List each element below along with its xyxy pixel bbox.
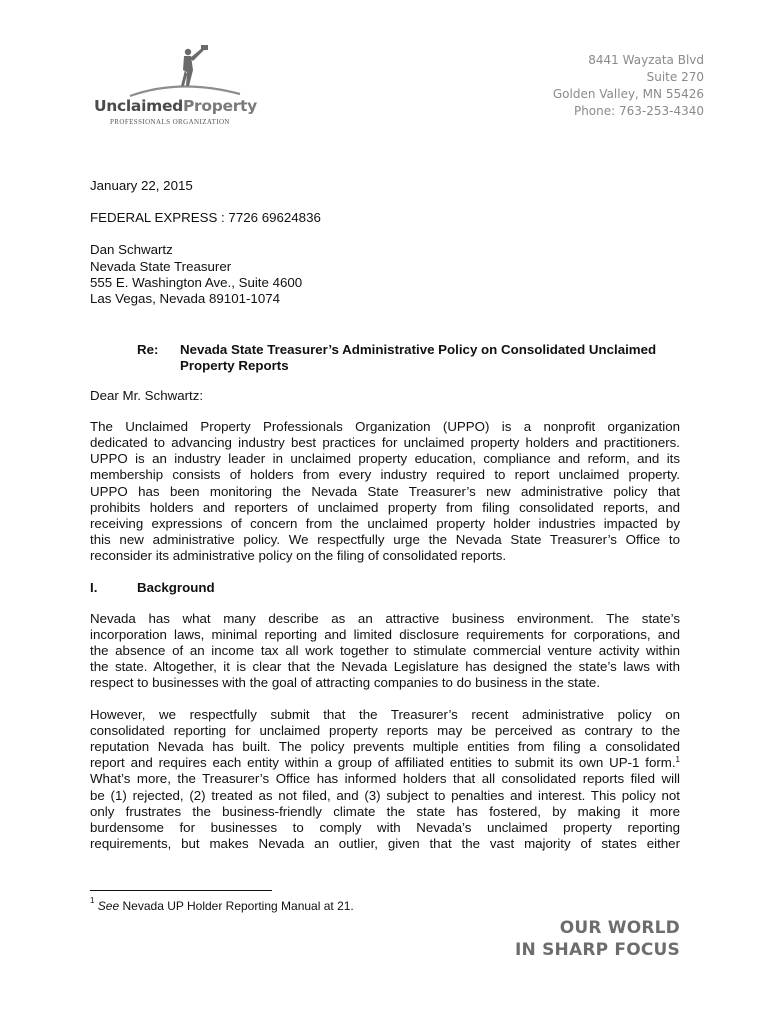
subject-label: Re: — [137, 342, 159, 358]
letter-body — [90, 178, 680, 852]
paragraph-line: prohibits holders and reporters of unclaimed property from filing consolidated reports, and — [90, 499, 680, 515]
section-heading — [90, 580, 680, 596]
paragraph-line: membership consists of holders from every industry required to report unclaimed property. — [90, 467, 680, 483]
recipient-street: 555 E. Washington Ave., Suite 4600 — [90, 274, 303, 290]
letter-date: January 22, 2015 — [90, 178, 193, 193]
subject-text-2: Property Reports — [180, 358, 289, 374]
paragraph-line: incorporation laws, minimal reporting and limited disclosure requirements for corporations, and — [90, 626, 680, 642]
paragraph-line: reputation Nevada has built. The policy prevents multiple entities from filing a consolidated — [90, 739, 680, 755]
tagline-line-1: OUR WORLD — [559, 918, 680, 938]
footnote-see: See — [97, 899, 120, 913]
letterhead-address — [553, 52, 704, 120]
recipient-title: Nevada State Treasurer — [90, 258, 232, 274]
recipient-name: Dan Schwartz — [90, 242, 173, 258]
logo-word-unclaimed: Unclaimed — [94, 97, 183, 115]
paragraph-line: respect to businesses with the goal of attracting companies to do business in the state. — [90, 675, 601, 691]
footnote-number: 1 — [90, 896, 95, 905]
footnote-reference[interactable]: 1 — [675, 755, 680, 765]
address-suite: Suite 270 — [646, 70, 704, 84]
paragraph-line: the absence of an income tax all work together to stimulate commercial venture activity within — [90, 643, 680, 659]
paragraph-line-with-footnote — [90, 755, 680, 771]
address-phone: Phone: 763-253-4340 — [573, 104, 704, 118]
paragraph-line: only frustrates the business-friendly climate the state has fostered, by making it more — [90, 803, 680, 819]
paragraph-line-text: report and requires each entity within a group of affiliated entities to submit its own UP-1 form. — [90, 755, 676, 771]
logo-word-property: Property — [182, 97, 257, 115]
section-title: Background — [137, 579, 215, 595]
recipient-city: Las Vegas, Nevada 89101-1074 — [90, 291, 280, 307]
subject-line — [137, 342, 680, 374]
footnote-divider — [90, 890, 272, 891]
recipient-block — [90, 242, 680, 307]
paragraph-line: However, we respectfully submit that the Treasurer’s recent administrative policy on — [90, 706, 680, 722]
uppo-logo — [90, 40, 260, 130]
paragraph-policy — [90, 707, 680, 853]
delivery-line: FEDERAL EXPRESS : 7726 69624836 — [90, 210, 321, 226]
paragraph-line: requirements, but makes Nevada an outlier, given that the vast majority of states either — [90, 836, 680, 852]
paragraph-line: Nevada has what many describe as an attractive business environment. The state’s — [90, 610, 680, 626]
section-number: I. — [90, 579, 98, 595]
paragraph-line: consolidated reporting for unclaimed property reports may be perceived as contrary to the — [90, 722, 680, 738]
paragraph-line: this new administrative policy. We respectfully urge the Nevada State Treasurer’s Office to — [90, 532, 680, 548]
salutation: Dear Mr. Schwartz: — [90, 387, 204, 403]
paragraph-line: The Unclaimed Property Professionals Organization (UPPO) is a nonprofit organization — [90, 418, 680, 434]
footnote — [90, 896, 354, 913]
paragraph-line: be (1) rejected, (2) treated as not filed, and (3) subject to penalties and interest. This policy not — [90, 787, 680, 803]
paragraph-line: the state. Altogether, it is clear that the Nevada Legislature has designed the state’s laws with — [90, 659, 680, 675]
paragraph-intro — [90, 419, 680, 565]
paragraph-line: reconsider its administrative policy on the filing of consolidated reports. — [90, 548, 507, 564]
address-street: 8441 Wayzata Blvd — [588, 53, 704, 67]
tagline-line-2: IN SHARP FOCUS — [515, 940, 680, 960]
paragraph-line: UPPO has been monitoring the Nevada State Treasurer’s new administrative policy that — [90, 483, 680, 499]
paragraph-background — [90, 611, 680, 692]
tagline — [515, 917, 680, 961]
paragraph-line: What’s more, the Treasurer’s Office has informed holders that all consolidated reports filed will — [90, 771, 680, 787]
logo-wordmark — [94, 97, 257, 115]
logo-subtitle: PROFESSIONALS ORGANIZATION — [110, 118, 230, 126]
address-city: Golden Valley, MN 55426 — [552, 87, 704, 101]
subject-text-1: Nevada State Treasurer’s Administrative Policy on Consolidated Unclaimed — [180, 342, 657, 358]
photographer-icon — [90, 40, 260, 100]
paragraph-line: dedicated to advancing industry best practices for unclaimed property holders and practitioners. — [90, 435, 680, 451]
paragraph-line: receiving expressions of concern from the unclaimed property holder industries impacted by — [90, 515, 680, 531]
paragraph-line: UPPO is an industry leader in unclaimed property education, compliance and reform, and its — [90, 451, 680, 467]
paragraph-line: burdensome for businesses to comply with Nevada’s unclaimed property reporting — [90, 819, 680, 835]
footnote-text: Nevada UP Holder Reporting Manual at 21. — [122, 899, 354, 913]
